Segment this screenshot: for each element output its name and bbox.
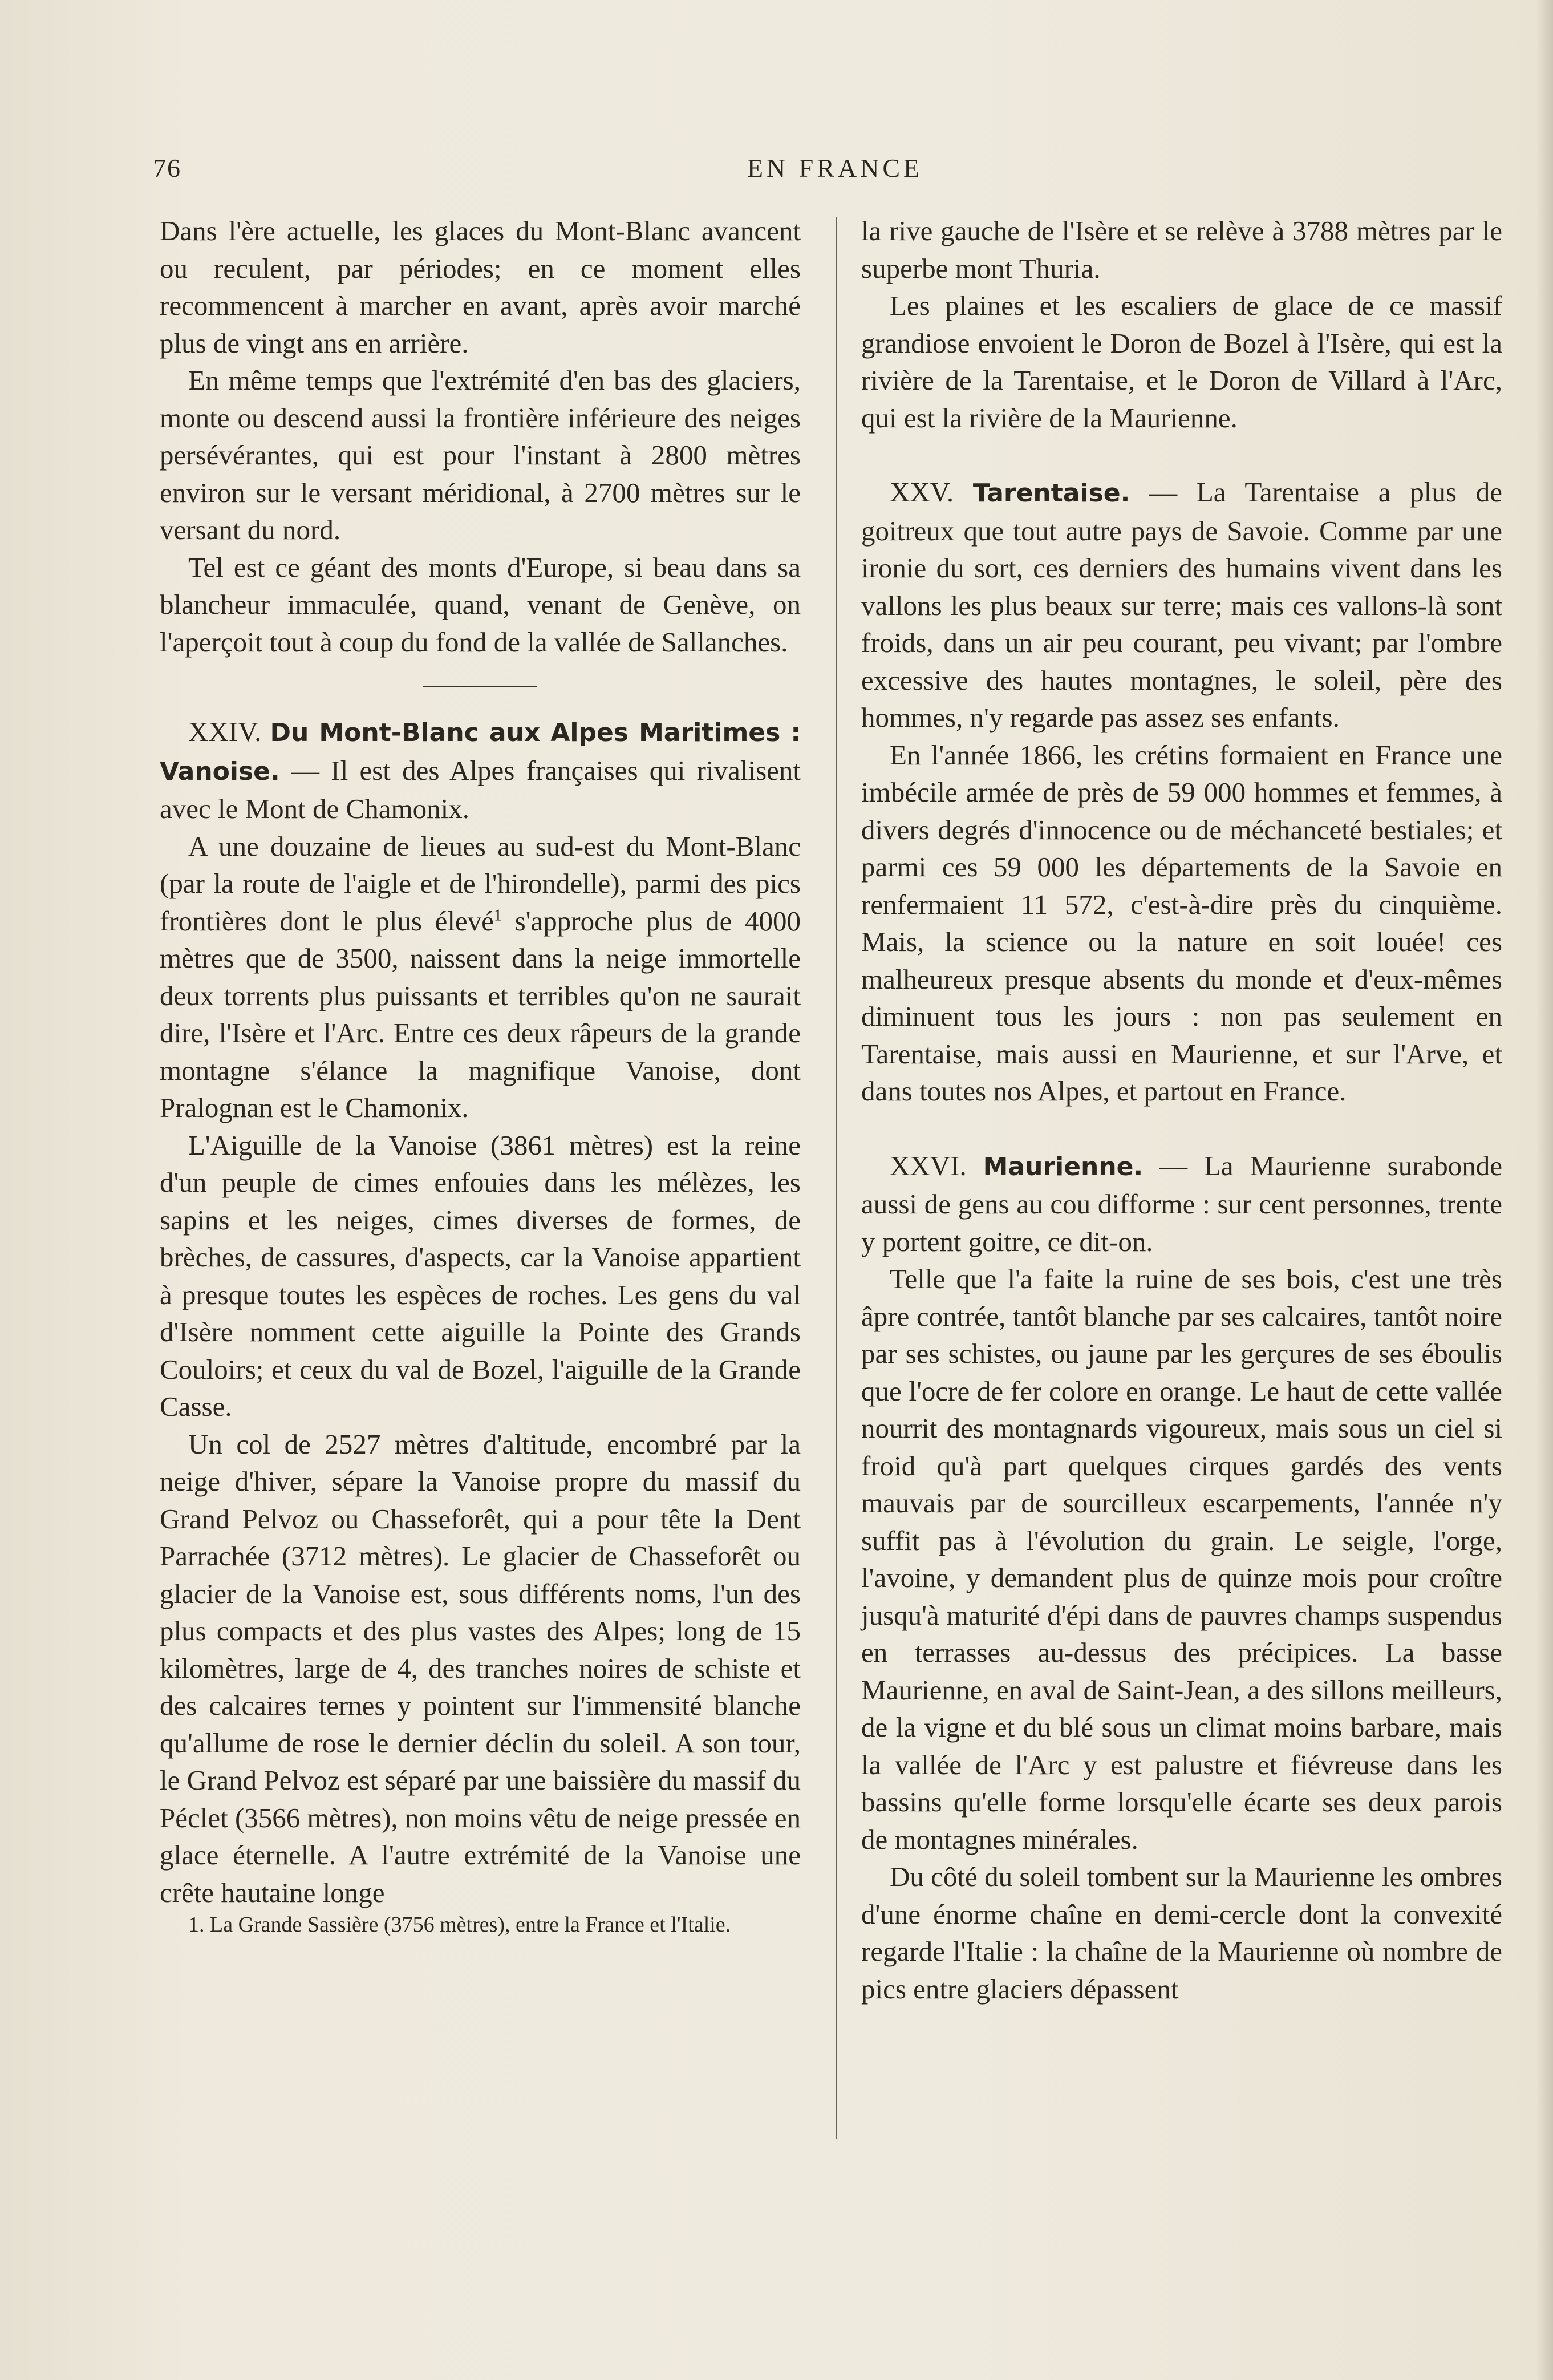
section-xxvi-intro (861, 1147, 1502, 1261)
paragraph: Tel est ce géant des monts d'Europe, si beau dans sa blancheur immaculée, quand, venant de Genève, on l'aperçoit tout à coup du fond de la vallée de Sallanches. (160, 551, 801, 658)
page-number: 76 (153, 153, 181, 183)
paragraph: L'Aiguille de la Vanoise (3861 mètres) est la reine d'un peuple de cimes enfouies dans les mélèzes, les sapins et les neiges, cimes diverses de formes, de brèches, de cassures, d'aspects, car la Vanoise appartient à presque toutes les espèces de roches. Les gens du val d'Isère nomment cette aiguille la Pointe des Grands Couloirs; et ceux du val de Bozel, l'aiguille de la Grande Casse. (160, 1129, 801, 1422)
right-column (861, 212, 1502, 2007)
section-intro-text: — La Maurienne surabonde aussi de gens au cou difforme : sur cent personnes, trente y portent goitre, ce dit-on. (861, 1149, 1503, 1257)
paragraph: Telle que l'a faite la ruine de ses bois, c'est une très âpre contrée, tantôt blanche par ses calcaires, tantôt noire par ses schistes, ou jaune par les gerçures de ses éboulis que l'ocre de fer colore en orange. Le haut de cette vallée nourrit des montagnards vigoureux, mais sous un ciel si froid qu'à part quelques cirques gardés des vents mauvais par de sourcilleux escarpements, l'année n'y suffit pas à l'évolution du grain. Le seigle, l'orge, l'avoine, y demandent plus de quinze mois pour croître jusqu'à maturité d'épi dans de pauvres champs suspendus en terrasses au-dessus des précipices. La basse Maurienne, en aval de Saint-Jean, a des sillons meilleurs, de la vigne et du blé sous un climat moins barbare, mais la vallée de l'Arc y est palustre et fiévreuse dans les bassins qu'elle forme lorsqu'elle écarte ses deux parois de montagnes minérales. (861, 1263, 1502, 1855)
section-title: Tarentaise. (972, 479, 1130, 508)
page-header (153, 153, 1517, 193)
paragraph: Un col de 2527 mètres d'altitude, encombré par la neige d'hiver, sépare la Vanoise propre du massif du Grand Pelvoz ou Chasseforêt, qui a pour tête la Dent Parrachée (3712 mètres). Le glacier de Chasseforêt ou glacier de la Vanoise est, sous différents noms, l'un des plus compacts et des plus vastes des Alpes; long de 15 kilomètres, large de 4, des tranches noires de schiste et des calcaires ternes y pointent sur l'immensité blanche qu'allume de rose le dernier déclin du soleil. A son tour, le Grand Pelvoz est séparé par une baissière du massif du Péclet (3566 mètres), non moins vêtu de neige pressée en glace éternelle. A l'autre extrémité de la Vanoise une crête hautaine longe (160, 1428, 801, 1908)
column-rule (836, 217, 837, 2139)
section-xxiv-intro (160, 713, 801, 828)
paragraph: la rive gauche de l'Isère et se relève à 3788 mètres par le superbe mont Thuria. (861, 215, 1502, 284)
section-number: XXVI. (890, 1149, 967, 1181)
footnote: 1. La Grande Sassière (3756 mètres), entre la France et l'Italie. (188, 1913, 731, 1937)
section-title: Maurienne. (983, 1152, 1144, 1181)
section-divider (423, 686, 537, 687)
paragraph: Dans l'ère actuelle, les glaces du Mont-Blanc avancent ou reculent, par périodes; en ce moment elles recommencent à marcher en avant, après avoir marché plus de vingt ans en arrière. (160, 215, 801, 359)
section-number: XXIV. (188, 716, 262, 747)
paragraph: En l'année 1866, les crétins formaient en France une imbécile armée de près de 59 000 hommes et femmes, à divers degrés d'innocence ou de méchanceté bestiales; et parmi ces 59 000 les départements de la Savoie en renfermaient 11 572, c'est-à-dire près du cinquième. Mais, la science ou la nature en soit louée! ces malheureux presque absents du monde et d'eux-mêmes diminuent tous les jours : non pas seulement en Tarentaise, mais aussi en Maurienne, et sur l'Arve, et dans toutes nos Alpes, et partout en France. (861, 739, 1502, 1107)
section-number: XXV. (890, 476, 954, 508)
section-spacer (861, 436, 1502, 473)
paragraph: A une douzaine de lieues au sud-est du Mont-Blanc (par la route de l'aigle et de l'hirondelle), parmi des pics frontières dont le plus élevé$^1$ s'approche plus de 4000 mètres que de 3500, naissent dans la neige immortelle deux torrents plus puissants et terribles qu'on ne saurait dire, l'Isère et l'Arc. Entre ces deux râpeurs de la grande montagne s'élance la magnifique Vanoise, dont Pralognan est le Chamonix. (160, 830, 801, 1123)
left-column (160, 212, 801, 1938)
paragraph: En même temps que l'extrémité d'en bas des glaciers, monte ou descend aussi la frontière inférieure des neiges persévérantes, qui est pour l'instant à 2800 mètres environ sur le versant méridional, à 2700 mètres sur le versant du nord. (160, 365, 801, 545)
section-intro-text: — Il est des Alpes françaises qui rivalisent avec le Mont de Chamonix. (160, 754, 801, 824)
section-spacer (861, 1110, 1502, 1147)
section-intro-text: — La Tarentaise a plus de goitreux que tout autre pays de Savoie. Comme par une ironie du sort, ces derniers des humains vivent dans les vallons les plus beaux sur terre; mais ces vallons-là sont froids, dans un air peu courant, peu vivant; par l'ombre excessive des hautes montagnes, le soleil, père des hommes, n'y regarde pas assez ses enfants. (861, 476, 1502, 733)
section-xxv-intro (861, 473, 1502, 736)
page-edge-shadow (1536, 0, 1553, 2380)
running-head: EN FRANCE (747, 153, 923, 183)
footnote-marker: 1 (493, 906, 502, 925)
section-title: Du Mont-Blanc aux Alpes Maritimes : Vanoise. (160, 718, 801, 786)
paragraph: Les plaines et les escaliers de glace de ce massif grandiose envoient le Doron de Bozel à l'Isère, qui est la rivière de la Tarentaise, et le Doron de Villard à l'Arc, qui est la rivière de la Maurienne. (861, 290, 1502, 434)
paragraph: Du côté du soleil tombent sur la Maurienne les ombres d'une énorme chaîne en demi-cercle dont la convexité regarde l'Italie : la chaîne de la Maurienne où nombre de pics entre glaciers dépassent (861, 1861, 1502, 2005)
